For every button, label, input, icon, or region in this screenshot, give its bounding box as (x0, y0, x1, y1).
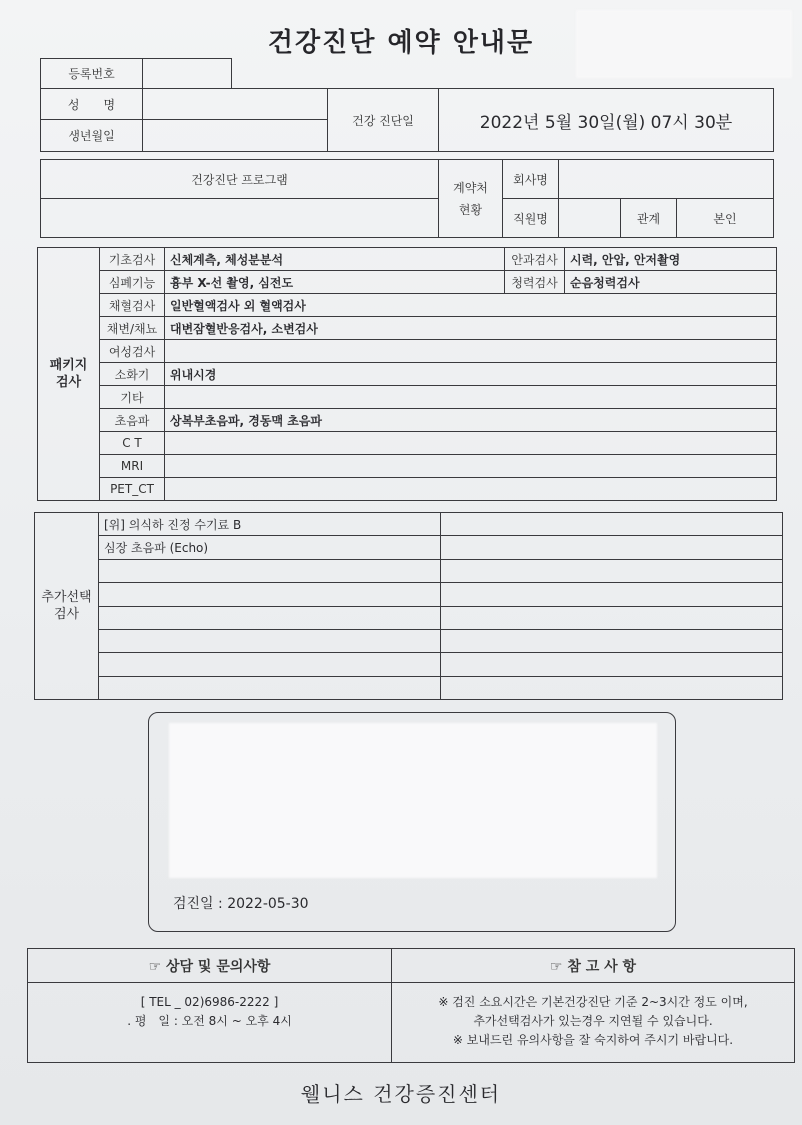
program-table (40, 159, 774, 238)
employee-value (559, 199, 621, 238)
package-row-value (165, 386, 777, 409)
additional-row-right (441, 583, 783, 606)
package-row-value: 상복부초음파, 경동맥 초음파 (165, 409, 777, 432)
redacted-area (576, 10, 792, 78)
contact-title: ☞ 상담 및 문의사항 (28, 949, 392, 983)
package-row-label: 기타 (100, 386, 165, 409)
reference-line-3: ※ 보내드린 유의사항을 잘 숙지하여 주시기 바랍니다. (452, 1033, 734, 1047)
employee-label: 직원명 (503, 199, 559, 238)
package-row-label: 초음파 (100, 409, 165, 432)
package-row-label: 기초검사 (100, 248, 165, 271)
reg-no-value (143, 59, 232, 89)
package-table (37, 247, 777, 501)
package-row-label: 여성검사 (100, 340, 165, 363)
additional-label-2: 검사 (53, 607, 80, 622)
package-row-label: PET_CT (100, 478, 165, 501)
package-row-label: 채변/채뇨 (100, 317, 165, 340)
package-label-1: 패키지 (49, 358, 88, 373)
package-row-value: 대변잠혈반응검사, 소변검사 (165, 317, 777, 340)
additional-row-right (441, 559, 783, 582)
package-row-value (165, 340, 777, 363)
additional-row-left (99, 676, 441, 699)
reg-no-table (40, 58, 232, 89)
contact-body (28, 983, 392, 1063)
birth-value (143, 120, 328, 152)
package-row-value: 일반혈액검사 외 혈액검사 (165, 294, 777, 317)
package-row-label-2: 안과검사 (505, 248, 565, 271)
birth-label: 생년월일 (41, 120, 143, 152)
exam-date-label: 건강 진단일 (328, 89, 439, 152)
package-row-value: 위내시경 (165, 363, 777, 386)
package-row-label: 소화기 (100, 363, 165, 386)
additional-row-left (99, 559, 441, 582)
patient-info-table (40, 88, 774, 152)
contact-tel: [ TEL _ 02)6986-2222 ] (140, 995, 279, 1009)
package-row-label: MRI (100, 455, 165, 478)
package-label-2: 검사 (55, 375, 82, 390)
package-row-value-2: 순음청력검사 (565, 271, 777, 294)
reg-no-label: 등록번호 (41, 59, 143, 89)
additional-row-left (99, 629, 441, 652)
contract-label-1: 계약처 (453, 180, 488, 195)
company-label: 회사명 (503, 160, 559, 199)
additional-row-right (441, 629, 783, 652)
additional-row-right (441, 676, 783, 699)
package-section-label (38, 248, 100, 501)
additional-row-left (99, 583, 441, 606)
additional-table (34, 512, 783, 700)
package-row-label-2: 청력검사 (505, 271, 565, 294)
relation-value: 본인 (677, 199, 774, 238)
package-row-value-2: 시력, 안압, 안저촬영 (565, 248, 777, 271)
additional-row-right (441, 513, 783, 536)
center-name: 웰니스 건강증진센터 (300, 1082, 502, 1106)
reference-line-2: 추가선택검사가 있는경우 지연될 수 있습니다. (473, 1014, 713, 1028)
relation-label: 관계 (621, 199, 677, 238)
additional-row-right (441, 653, 783, 676)
reference-body (392, 983, 795, 1063)
package-row-value: 신체계측, 체성분분석 (165, 248, 505, 271)
package-row-label: 채혈검사 (100, 294, 165, 317)
notice-box (148, 712, 676, 932)
package-row-value (165, 455, 777, 478)
reference-title: ☞ 참 고 사 항 (392, 949, 795, 983)
contact-reference-table (27, 948, 795, 1063)
exam-date-value: 2022년 5월 30일(월) 07시 30분 (439, 89, 774, 152)
contract-status-label (439, 160, 503, 238)
additional-section-label (35, 513, 99, 700)
redacted-area (169, 723, 657, 878)
program-label: 건강진단 프로그램 (41, 160, 439, 199)
name-label: 성 명 (41, 89, 143, 120)
reference-line-1: ※ 검진 소요시간은 기본건강진단 기준 2~3시간 정도 이며, (438, 995, 748, 1009)
additional-row-right (441, 536, 783, 559)
contract-label-2: 현황 (458, 202, 483, 217)
additional-row-left: 심장 초음파 (Echo) (99, 536, 441, 559)
program-value (41, 199, 439, 238)
package-row-value (165, 478, 777, 501)
package-row-label: C T (100, 432, 165, 455)
document-title: 건강진단 예약 안내문 (267, 28, 535, 58)
package-row-value: 흉부 X-선 촬영, 심전도 (165, 271, 505, 294)
exam-date-text: 검진일 : 2022-05-30 (173, 896, 309, 912)
package-row-value (165, 432, 777, 455)
additional-row-right (441, 606, 783, 629)
additional-label-1: 추가선택 (41, 590, 92, 605)
package-row-label: 심폐기능 (100, 271, 165, 294)
additional-row-left (99, 606, 441, 629)
additional-row-left: [위] 의식하 진정 수기료 B (99, 513, 441, 536)
contact-hours: . 평 일 : 오전 8시 ~ 오후 4시 (127, 1014, 292, 1028)
company-value (559, 160, 774, 199)
additional-row-left (99, 653, 441, 676)
name-value (143, 89, 328, 120)
